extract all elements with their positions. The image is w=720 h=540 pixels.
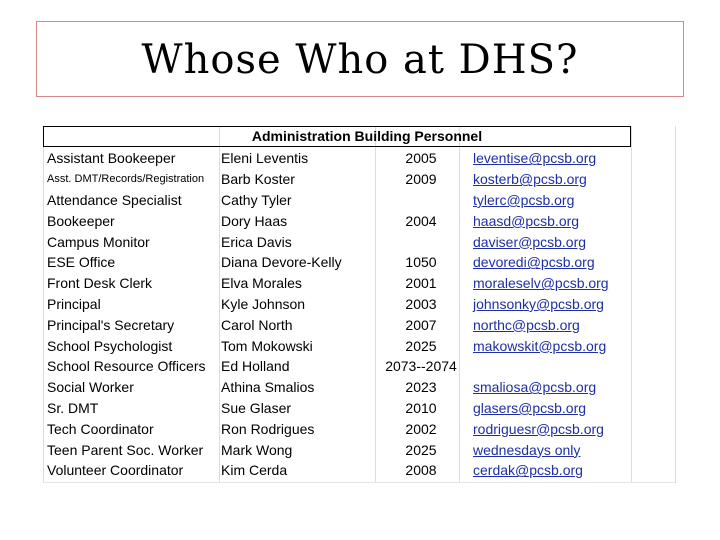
email-cell (467, 252, 633, 273)
email-cell (467, 460, 633, 481)
table-row (43, 231, 633, 252)
name-cell: Sue Glaser (221, 399, 292, 416)
year-cell (375, 190, 467, 211)
name-cell: Ed Holland (221, 358, 290, 375)
table-header: Administration Building Personnel (43, 126, 631, 147)
email-link[interactable]: leventise@pcsb.org (473, 150, 597, 167)
email-link[interactable]: moraleselv@pcsb.org (473, 275, 609, 292)
year-cell: 2023 (405, 379, 437, 396)
email-cell (467, 210, 633, 231)
name-cell: Elva Morales (221, 275, 302, 292)
name-cell: Tom Mokowski (221, 337, 313, 354)
role-cell: School Resource Officers (47, 358, 206, 375)
name-cell: Carol North (221, 316, 293, 333)
name-cell: Barb Koster (221, 171, 295, 188)
table-row (43, 356, 633, 377)
table-row (43, 294, 633, 315)
year-cell: 2025 (405, 441, 437, 458)
year-cell: 2001 (405, 275, 437, 292)
table-row (43, 377, 633, 398)
email-link[interactable]: glasers@pcsb.org (473, 399, 587, 416)
year-cell: 2009 (405, 171, 437, 188)
table-row (43, 169, 633, 190)
name-cell: Cathy Tyler (221, 191, 292, 208)
year-cell: 2004 (405, 212, 437, 229)
role-cell: Sr. DMT (47, 399, 99, 416)
email-cell (467, 377, 633, 398)
role-cell: Teen Parent Soc. Worker (47, 441, 204, 458)
table-row (43, 335, 633, 356)
email-link[interactable]: tylerc@pcsb.org (473, 191, 575, 208)
year-cell (375, 231, 467, 252)
role-cell: Volunteer Coordinator (47, 462, 184, 479)
name-cell: Dory Haas (221, 212, 288, 229)
table-row (43, 398, 633, 419)
email-link[interactable]: northc@pcsb.org (473, 316, 580, 333)
name-cell: Kim Cerda (221, 462, 288, 479)
email-cell (467, 231, 633, 252)
spreadsheet (43, 126, 675, 483)
role-cell: Social Worker (47, 379, 134, 396)
slide-title: Whose Who at DHS? (141, 37, 579, 83)
role-cell: Campus Monitor (47, 233, 150, 250)
table-row (43, 273, 633, 294)
email-link[interactable]: cerdak@pcsb.org (473, 462, 583, 479)
role-cell: Front Desk Clerk (47, 275, 153, 292)
year-cell: 2010 (405, 399, 437, 416)
table-row (43, 252, 633, 273)
role-cell: Principal's Secretary (47, 316, 175, 333)
email-cell (467, 418, 633, 439)
role-cell: ESE Office (47, 254, 116, 271)
personnel-table (43, 148, 633, 481)
name-cell: Kyle Johnson (221, 295, 306, 312)
email-cell (467, 273, 633, 294)
email-link[interactable]: smaliosa@pcsb.org (473, 379, 597, 396)
email-link[interactable]: haasd@pcsb.org (473, 212, 580, 229)
year-cell: 2008 (405, 462, 437, 479)
year-cell: 2073--2074 (385, 358, 457, 375)
role-cell: School Psychologist (47, 337, 173, 354)
table-row (43, 314, 633, 335)
email-link[interactable]: devoredi@pcsb.org (473, 254, 595, 271)
table-row (43, 190, 633, 211)
table-row (43, 418, 633, 439)
email-link[interactable]: johnsonky@pcsb.org (473, 295, 604, 312)
year-cell: 2002 (405, 420, 437, 437)
year-cell: 1050 (405, 254, 437, 271)
year-cell: 2005 (405, 150, 437, 167)
email-link[interactable]: daviser@pcsb.org (473, 233, 587, 250)
name-cell: Eleni Leventis (221, 150, 309, 167)
table-row (43, 439, 633, 460)
email-cell (467, 439, 633, 460)
email-link[interactable]: makowskit@pcsb.org (473, 337, 607, 354)
name-cell: Erica Davis (221, 233, 292, 250)
role-cell: Bookeeper (47, 212, 115, 229)
email-cell (467, 148, 633, 169)
email-link[interactable]: rodriguesr@pcsb.org (473, 420, 604, 437)
email-cell (467, 294, 633, 315)
year-cell: 2007 (405, 316, 437, 333)
email-cell (467, 169, 633, 190)
year-cell: 2025 (405, 337, 437, 354)
name-cell: Diana Devore-Kelly (221, 254, 342, 271)
name-cell: Athina Smalios (221, 379, 315, 396)
email-cell (467, 314, 633, 335)
role-cell: Tech Coordinator (47, 420, 154, 437)
table-row (43, 210, 633, 231)
role-cell: Assistant Bookeeper (47, 150, 176, 167)
role-cell: Principal (47, 295, 101, 312)
email-cell (467, 335, 633, 356)
table-row (43, 148, 633, 169)
table-row (43, 460, 633, 481)
email-cell (467, 356, 633, 377)
year-cell: 2003 (405, 295, 437, 312)
role-cell: Attendance Specialist (47, 191, 182, 208)
email-link[interactable]: wednesdays only (473, 441, 581, 458)
email-cell (467, 398, 633, 419)
name-cell: Ron Rodrigues (221, 420, 315, 437)
name-cell: Mark Wong (221, 441, 293, 458)
title-box (36, 21, 684, 97)
email-link[interactable]: kosterb@pcsb.org (473, 171, 587, 188)
email-cell (467, 190, 633, 211)
role-cell: Asst. DMT/Records/Registration (47, 173, 205, 186)
